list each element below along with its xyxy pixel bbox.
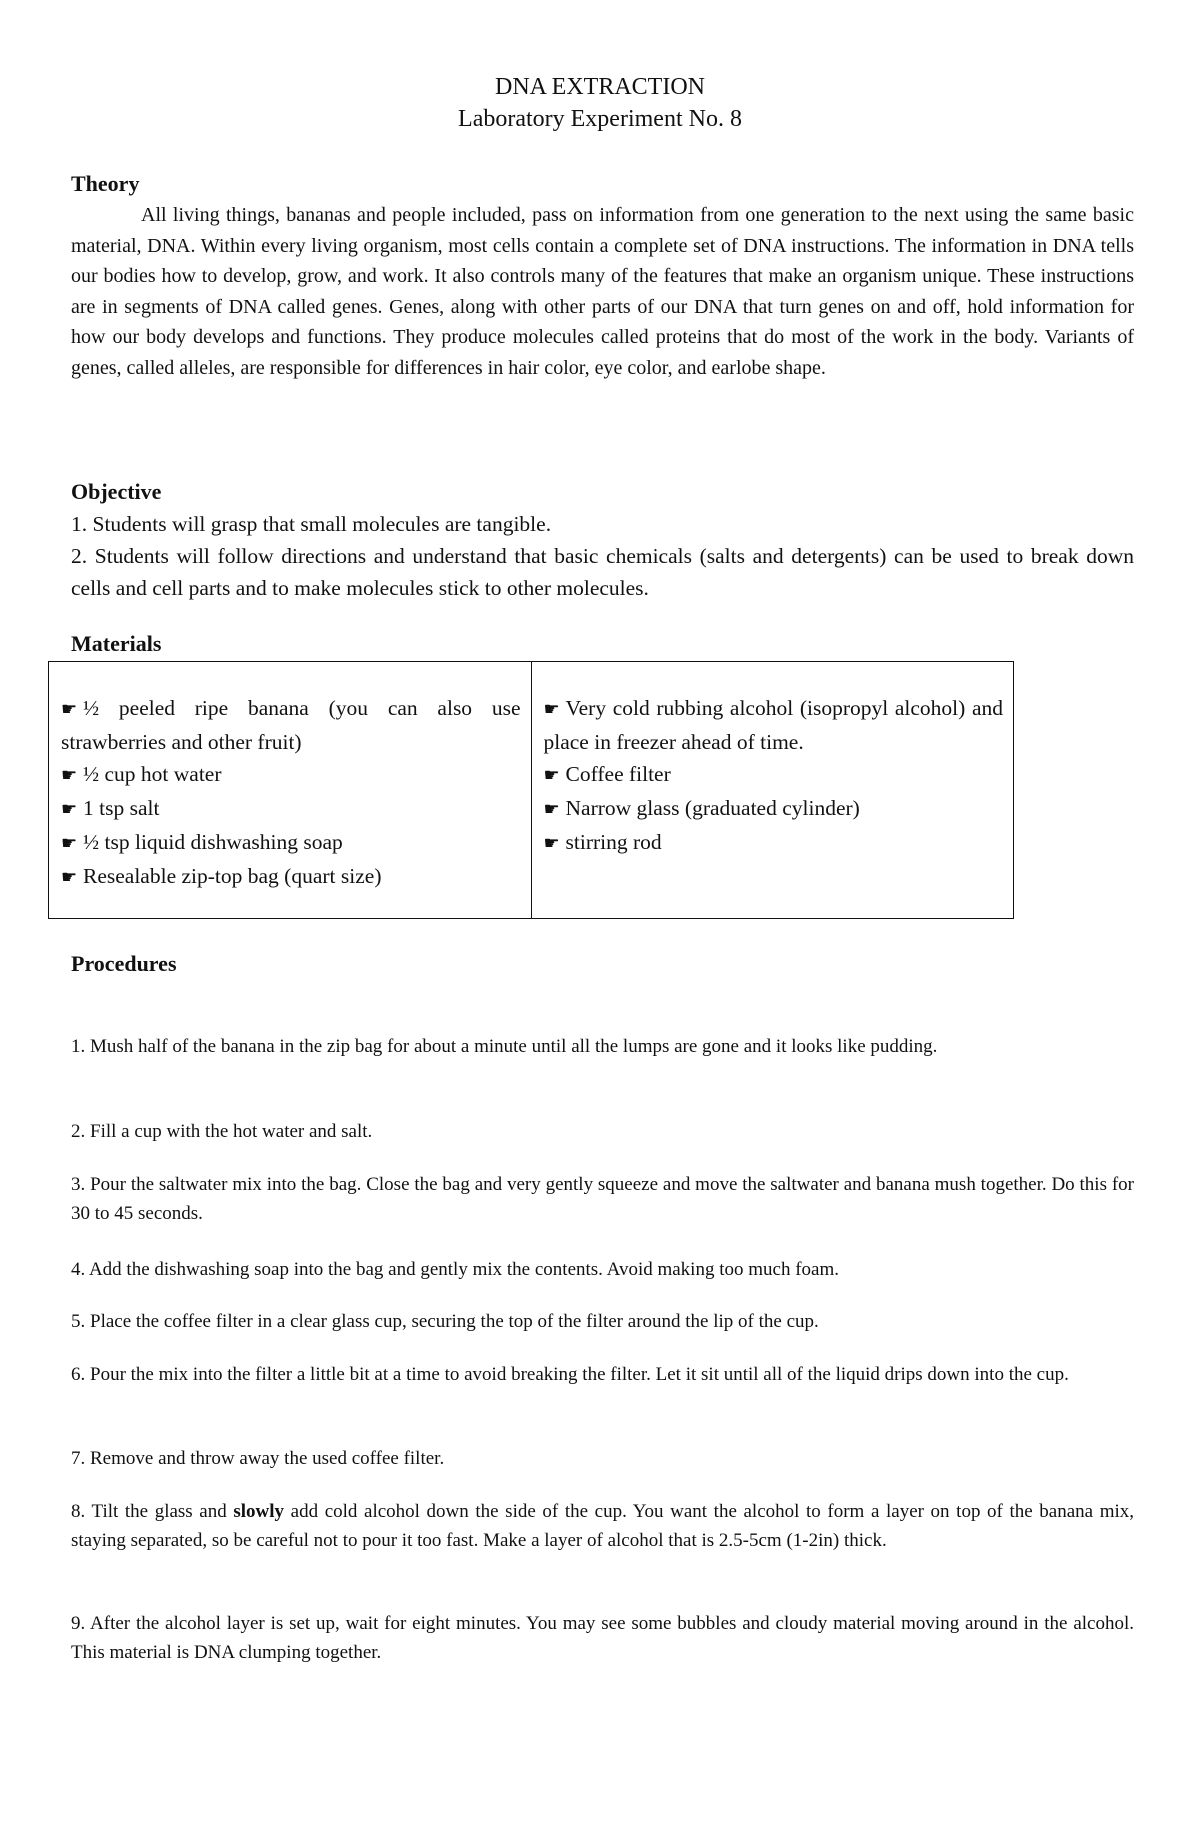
material-item: ☛ Resealable zip-top bag (quart size) xyxy=(61,860,521,894)
material-item: ☛ 1 tsp salt xyxy=(61,792,521,826)
procedures-heading: Procedures xyxy=(71,951,177,976)
pointing-hand-icon: ☛ xyxy=(61,699,78,720)
theory-paragraph: All living things, bananas and people included, pass on information from one generation to the next using the same basic material, DNA. Within every living organism, most cells contain a complete set of DNA instructions. The information in DNA tells our bodies how to develop, grow, and work. It also controls many of the features that make an organism unique. These instructions are in segments of DNA called genes. Genes, along with other parts of our DNA that turn genes on and off, hold information for how our body develops and functions. They produce molecules called proteins that do most of the work in the body. Variants of genes, called alleles, are responsible for differences in hair color, eye color, and earlobe shape. xyxy=(71,204,1134,379)
material-item: ☛ Narrow glass (graduated cylinder) xyxy=(544,792,1004,826)
material-item: ☛ ½ cup hot water xyxy=(61,758,521,792)
procedure-step: 7. Remove and throw away the used coffee filter. xyxy=(71,1448,445,1469)
pointing-hand-icon: ☛ xyxy=(543,699,560,720)
theory-heading: Theory xyxy=(71,171,140,196)
procedure-step: 6. Pour the mix into the filter a little bit at a time to avoid breaking the filter. Let it sit until all of the liquid drips down into the cup. xyxy=(71,1364,1069,1385)
material-item: ☛ ½ tsp liquid dishwashing soap xyxy=(61,826,521,860)
pointing-hand-icon: ☛ xyxy=(61,867,78,888)
objective-item: 2. Students will follow directions and understand that basic chemicals (salts and detergents) can be used to break down cells and cell parts and to make molecules stick to other molecules. xyxy=(71,544,1134,600)
procedure-step: 5. Place the coffee filter in a clear glass cup, securing the top of the filter around the lip of the cup. xyxy=(71,1311,819,1332)
pointing-hand-icon: ☛ xyxy=(61,833,78,854)
pointing-hand-icon: ☛ xyxy=(61,765,78,786)
material-item: ☛ stirring rod xyxy=(544,826,1004,860)
procedure-step-8: 8. Tilt the glass and slowly add cold alcohol down the side of the cup. You want the alcohol to form a layer on top of the banana mix, staying separated, so be careful not to pour it too fast. Make a layer of alcohol that is 2.5-5cm (1-2in) thick. xyxy=(71,1501,1135,1551)
procedure-step: 3. Pour the saltwater mix into the bag. Close the bag and very gently squeeze and move the saltwater and banana mush together. Do this for 30 to 45 seconds. xyxy=(71,1174,1134,1224)
materials-right-column xyxy=(531,662,1014,919)
pointing-hand-icon: ☛ xyxy=(543,765,560,786)
procedure-step: 4. Add the dishwashing soap into the bag and gently mix the contents. Avoid making too much foam. xyxy=(71,1259,839,1280)
procedure-step: 1. Mush half of the banana in the zip bag for about a minute until all the lumps are gone and it looks like pudding. xyxy=(71,1036,938,1057)
procedure-step: 2. Fill a cup with the hot water and salt. xyxy=(71,1121,373,1142)
procedure-step: 9. After the alcohol layer is set up, wait for eight minutes. You may see some bubbles and cloudy material moving around in the alcohol. This material is DNA clumping together. xyxy=(71,1613,1134,1663)
document-subtitle: Laboratory Experiment No. 8 xyxy=(458,106,742,132)
pointing-hand-icon: ☛ xyxy=(61,799,78,820)
material-item: ☛ Very cold rubbing alcohol (isopropyl alcohol) and place in freezer ahead of time. xyxy=(543,696,1003,754)
emphasis-slowly: slowly xyxy=(233,1501,285,1522)
material-item: ☛ ½ peeled ripe banana (you can also use strawberries and other fruit) xyxy=(61,696,521,754)
materials-left-column xyxy=(49,662,532,919)
objective-item: 1. Students will grasp that small molecules are tangible. xyxy=(71,512,552,536)
materials-table xyxy=(48,661,1014,919)
pointing-hand-icon: ☛ xyxy=(543,799,560,820)
material-item: ☛ Coffee filter xyxy=(544,758,1004,792)
document-title: DNA EXTRACTION xyxy=(495,74,705,100)
pointing-hand-icon: ☛ xyxy=(543,833,560,854)
materials-heading: Materials xyxy=(71,631,162,656)
objective-heading: Objective xyxy=(71,479,162,504)
